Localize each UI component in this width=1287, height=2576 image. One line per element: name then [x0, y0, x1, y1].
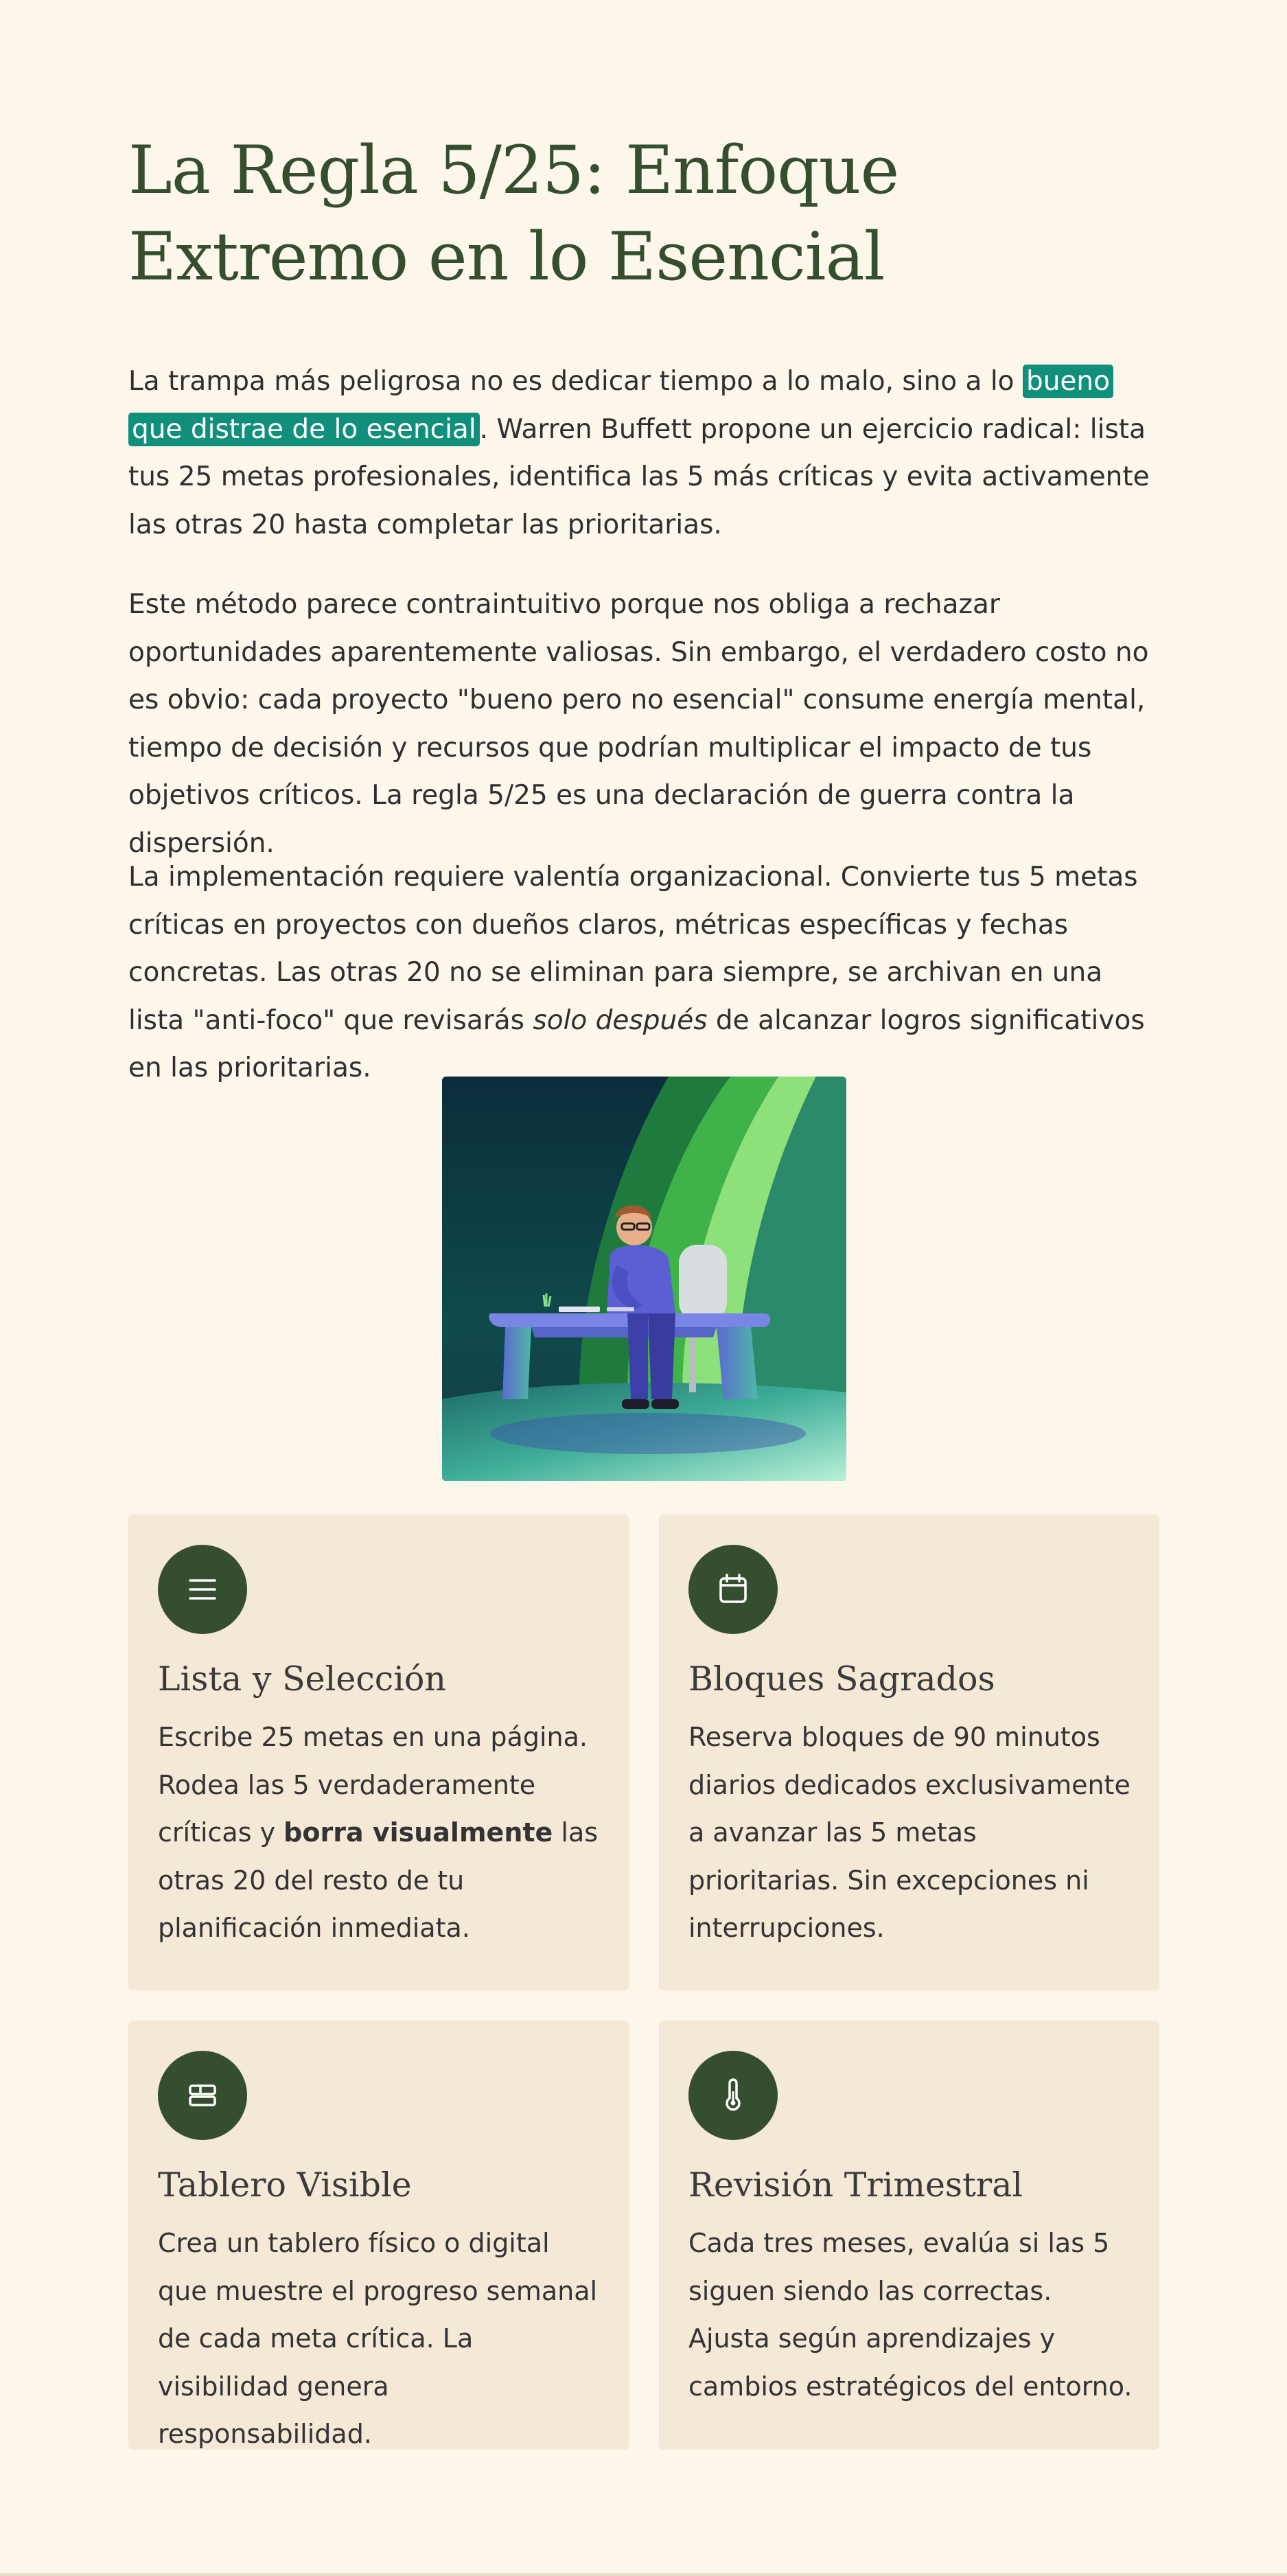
intro-text-after: . Warren Buffett propone un ejercicio radical: lista tus 25 metas profesionales, identifica las 5 más críticas y evita activamente las otras 20 hasta completar las prioritarias.	[128, 413, 1150, 540]
card-body: Reserva bloques de 90 minutos diarios dedicados exclusivamente a avanzar las 5 metas prioritarias. Sin excepciones ni interrupciones.	[688, 1722, 1131, 1943]
thermometer-icon	[688, 2051, 778, 2140]
card-body: Cada tres meses, evalúa si las 5 siguen siendo las correctas. Ajusta según aprendizajes y cambios estratégicos del entorno.	[688, 2228, 1133, 2402]
list-icon	[158, 1545, 247, 1634]
card-visible-board	[128, 2021, 629, 2450]
page-title: La Regla 5/25: Enfoque Extremo en lo Esencial	[128, 132, 899, 295]
page-bottom-divider	[0, 2573, 1287, 2576]
implementation-text-after: de alcanzar logros significativos en las prioritarias.	[128, 1004, 1145, 1083]
card-body	[158, 1714, 604, 1953]
intro-paragraph	[128, 358, 1159, 549]
card-quarterly-review	[659, 2021, 1159, 2450]
card-body-text: Escribe 25 metas en una página. Rodea las 5 verdaderamente críticas y	[158, 1722, 588, 1848]
method-paragraph: Este método parece contraintuitivo porque nos obliga a rechazar oportunidades aparentemente valiosas. Sin embargo, el verdadero costo no es obvio: cada proyecto "bueno pero no esencial" consume energía mental, tiempo de decisión y recursos que podrían multiplicar el impacto de tus objetivos críticos. La regla 5/25 es una declaración de guerra contra la dispersión.	[128, 589, 1149, 859]
card-list-selection	[128, 1515, 629, 1990]
card-body-text: las otras 20 del resto de tu planificación inmediata.	[158, 1817, 599, 1943]
person-at-desk-illustration	[442, 1077, 846, 1481]
intro-text-before: La trampa más peligrosa no es dedicar tiempo a lo malo, sino a lo	[128, 366, 1023, 397]
card-title: Lista y Selección	[158, 1659, 446, 1699]
card-body: Crea un tablero físico o digital que muestre el progreso semanal de cada meta crítica. La visibilidad genera responsabilidad.	[158, 2228, 598, 2449]
emphasis-text: solo después	[533, 1004, 708, 1036]
hero-illustration	[442, 1077, 846, 1481]
implementation-paragraph	[128, 853, 1159, 1092]
calendar-icon	[688, 1545, 778, 1634]
dashboard-icon	[158, 2051, 247, 2140]
implementation-text-before: La implementación requiere valentía organizacional. Convierte tus 5 metas críticas en proyectos con dueños claros, métricas específicas y fechas concretas. Las otras 20 no se eliminan para siempre, se archivan en una lista "anti-foco" que revisarás	[128, 862, 1138, 1036]
card-body-strong: borra visualmente	[283, 1817, 553, 1848]
card-title: Bloques Sagrados	[688, 1659, 995, 1699]
card-title: Revisión Trimestral	[688, 2165, 1023, 2205]
card-sacred-blocks	[659, 1515, 1159, 1990]
highlighted-phrase: bueno que distrae de lo esencial	[128, 365, 1113, 446]
card-title: Tablero Visible	[158, 2165, 412, 2205]
